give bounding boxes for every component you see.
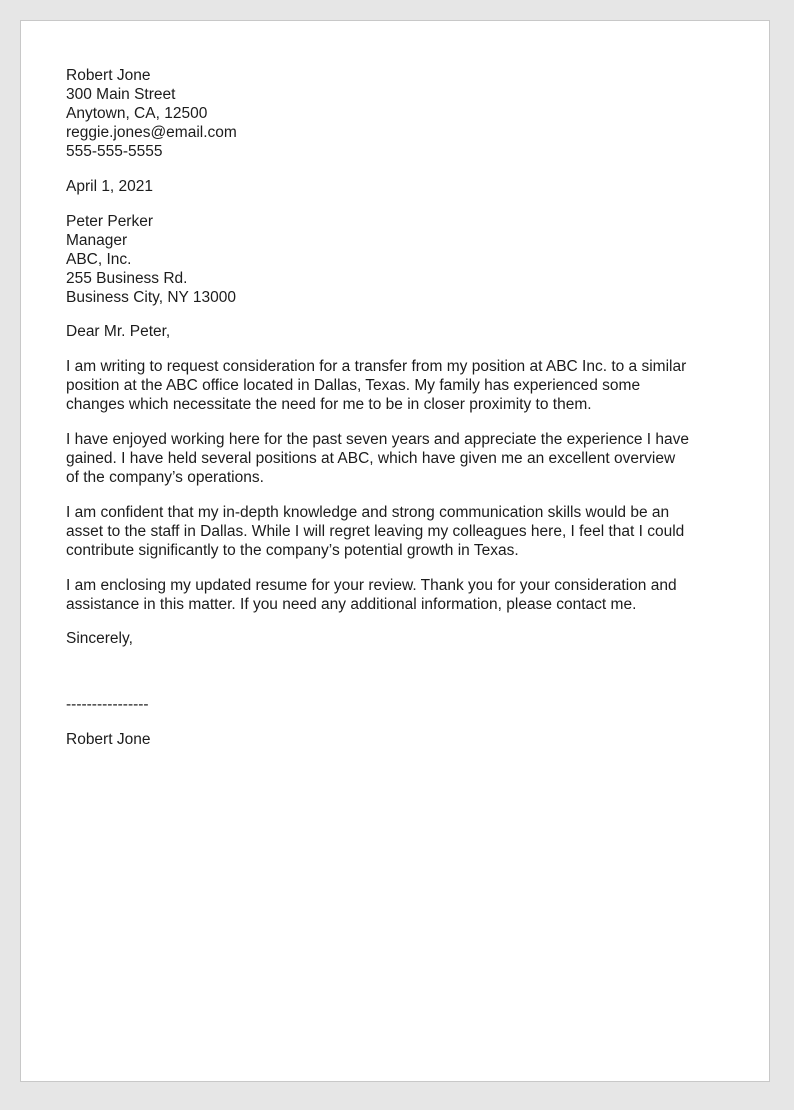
paragraph-line: I have enjoyed working here for the past seven years and appreciate the experience I have: [66, 431, 689, 448]
signature-line-text: ----------------: [66, 696, 149, 713]
sender-city: Anytown, CA, 12500: [66, 105, 208, 122]
letter-body: [66, 66, 736, 749]
sender-phone: 555-555-5555: [66, 143, 163, 160]
paragraph-line: of the company’s operations.: [66, 469, 264, 486]
letter-date: [66, 177, 736, 196]
paragraph-line: asset to the staff in Dallas. While I will regret leaving my colleagues here, I feel that I could: [66, 523, 685, 540]
sender-address-block: [66, 66, 736, 161]
sender-email: reggie.jones@email.com: [66, 124, 237, 141]
paragraph-1: [66, 357, 736, 414]
paragraph-line: I am enclosing my updated resume for your review. Thank you for your consideration and: [66, 577, 677, 594]
closing-text: Sincerely,: [66, 630, 133, 647]
paragraph-line: I am confident that my in-depth knowledge and strong communication skills would be an: [66, 504, 670, 521]
paragraph-line: gained. I have held several positions at ABC, which have given me an excellent overview: [66, 450, 676, 467]
paragraph-2: [66, 430, 736, 487]
signature-name-text: Robert Jone: [66, 731, 151, 748]
paragraph-line: I am writing to request consideration for a transfer from my position at ABC Inc. to a similar: [66, 358, 687, 375]
salutation-text: Dear Mr. Peter,: [66, 323, 171, 340]
salutation: [66, 322, 736, 341]
signature-name: [66, 730, 736, 749]
document-page: [20, 20, 770, 1082]
recipient-name: Peter Perker: [66, 213, 154, 230]
sender-street: 300 Main Street: [66, 86, 176, 103]
paragraph-line: contribute significantly to the company’s potential growth in Texas.: [66, 542, 519, 559]
date-text: April 1, 2021: [66, 178, 154, 195]
paragraph-line: assistance in this matter. If you need any additional information, please contact me.: [66, 596, 637, 613]
recipient-city: Business City, NY 13000: [66, 289, 237, 306]
sender-name: Robert Jone: [66, 67, 151, 84]
paragraph-4: [66, 576, 736, 614]
closing: [66, 629, 736, 648]
signature-line: [66, 695, 736, 714]
recipient-company: ABC, Inc.: [66, 251, 132, 268]
paragraph-line: changes which necessitate the need for me to be in closer proximity to them.: [66, 396, 592, 413]
recipient-title: Manager: [66, 232, 128, 249]
paragraph-3: [66, 503, 736, 560]
recipient-street: 255 Business Rd.: [66, 270, 188, 287]
paragraph-line: position at the ABC office located in Dallas, Texas. My family has experienced some: [66, 377, 641, 394]
recipient-address-block: [66, 212, 736, 307]
